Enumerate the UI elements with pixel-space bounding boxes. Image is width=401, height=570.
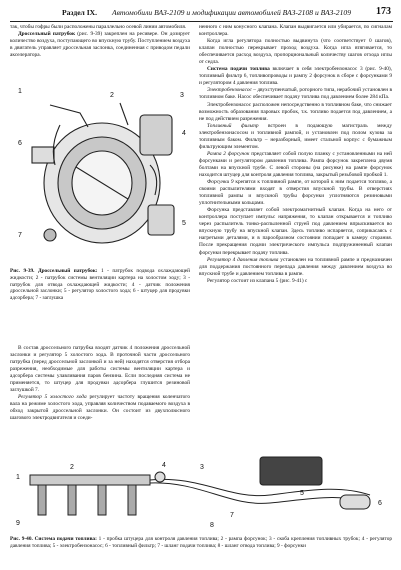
paragraph: Регулятор состоит из клапана 5 (рис. 9-41) с (207, 277, 308, 284)
figure-label: 7 (18, 232, 22, 239)
term: Дроссельный патрубок (18, 31, 76, 38)
paragraph-text: регулирует частоту вращения коленчатого вала на режиме холостого хода, управляя количеством подаваемого воздуха в обход закрытой дроссельной заслонки. Он состоит из двухполюсного шагового электродвигателя и соеди- (10, 394, 190, 422)
page-number: 173 (376, 6, 391, 17)
paragraph (199, 179, 392, 207)
page-header (10, 6, 393, 22)
paragraph (199, 87, 392, 101)
paragraph: Форсунка представляет собой электромагнитный клапан. Когда на него от контроллера поступает импульс напряжения, то клапан открывается и топливо через распылитель тонко-распыленной струей под давлением впрыскивается во впускную трубу на впускной клапан. Здесь топливо испаряется, соприкасаясь с нагретыми деталями, и в парообразном состоянии попадает в камеру сгорания. После прекращения подачи электрического импульса подпружиненный клапан форсунки перекрывает подачу топлива. (199, 207, 392, 256)
paragraph: так, чтобы гофры были расположены параллельно осевой линии автомобиля. (10, 24, 187, 30)
figure-label: 5 (182, 220, 186, 227)
figure-label: 1 (16, 474, 20, 481)
paragraph: В состав дроссельного патрубка входят датчик 4 положения дроссельной заслонки и регулятор 5 холостого хода. В проточной части дроссельного патрубка (перед дроссельной заслонкой и за ней) находятся отверстия отбора разрежения, необходимые для работы системы вентиляции картера и адсорбера системы улавливания паров бензина. Если последняя система не применяется, то штуцер для продувки адсорбера глушится резиновой заглушкой 7. (10, 345, 190, 394)
left-column-top (10, 24, 190, 59)
figure-label: 3 (200, 464, 204, 471)
figure-caption-9-40 (10, 536, 392, 550)
figure-label: 8 (210, 522, 214, 529)
paragraph: ненного с ним конусного клапана. Клапан выдвигается или убирается, по сигналам контроллера. (199, 24, 392, 38)
figure-label: 4 (162, 462, 166, 469)
term: Рампа 2 форсунок (207, 150, 250, 157)
right-column (199, 24, 392, 285)
paragraph (199, 151, 392, 179)
paragraph-text: установлен на топливной рампе и предназначен для поддержания постоянного перепада давления между давлением воздуха во впускной трубе и давлением топлива в рампе. (199, 256, 393, 277)
fuel-system-figure (10, 455, 392, 535)
figure-label: 1 (18, 88, 22, 95)
figure-label: 9 (16, 520, 20, 527)
paragraph-text: крепятся к топливной рампе, от которой к ним подается топливо, а своими распылителями входят в отверстия впускной трубы. В отверстиях топливной рампы и впускной трубы форсунки уплотняются резиновыми уплотнительными кольцами. (199, 179, 392, 207)
paragraph: Когда игла регулятора полностью выдвинута (что соответствует 0 шагов), клапан полностью перекрывает проход воздуха. Когда игла втягивается, то обеспечивается расход воздуха, пропорциональный количеству шагов отхода иглы от седла. (199, 38, 392, 66)
caption-title: Рис. 9-39. Дроссельный патрубок: (10, 268, 98, 274)
paragraph (199, 257, 392, 278)
term: Форсунки 9 (207, 179, 234, 186)
caption-text: 1 - пробка штуцера для контроля давления топлива; 2 - рампа форсунок; 3 - скоба крепления топливных трубок; 4 - регулятор давления топлива; 5 - электробензонасос; 6 - топливный фильтр; 7 - шланг подачи топлива; 8 - шланг отвода топлива; 9 - форсунки (10, 536, 392, 549)
figure-caption-9-39 (10, 268, 190, 302)
running-title: Автомобили ВАЗ-2109 и модификации автомобилей ВАЗ-2108 и ВАЗ-2109 (112, 8, 351, 17)
section-label: Раздел IX. (62, 8, 98, 17)
figure-label: 7 (230, 512, 234, 519)
caption-title: Рис. 9-40. Система подачи топлива: (10, 536, 97, 542)
paragraph: Электробензонасос расположен непосредственно в топливном баке, что снижает возможность образования паровых пробок, т.к. топливо подается под давлением, а не под действием разрежения. (199, 101, 392, 122)
figure-label: 6 (378, 500, 382, 507)
paragraph (199, 66, 392, 87)
figure-label: 2 (110, 92, 114, 99)
paragraph-text: встроен в подающую магистраль между электробензонасосом и топливной рампой, и установлен под полом кузова за топливным баком. Фильтр – неразборный, имеет стальной корпус с бумажным фильтрующим элементом. (199, 122, 392, 150)
term: Электробензонасос (207, 87, 252, 94)
paragraph-text: включает в себя электробензонасос 3 (рис. 9-40), топливный фильтр 6, топливопроводы и рампу 2 форсунок в сборе с форсунками 9 и регулятором 4 давления топлива. (199, 66, 392, 87)
paragraph (10, 394, 190, 422)
left-column-bottom (10, 345, 190, 423)
caption-text: 1 - патрубок подвода охлаждающей жидкости; 2 - патрубок системы вентиляции картера на холостом ходу; 3 - патрубок для отвода охлаждающей жидкости; 4 - датчик положения дроссельной заслонки; 5 - регулятор холостого хода; 6 - штуцер для продувки адсорбера; 7 - заглушка (10, 268, 190, 302)
figure-label: 6 (18, 140, 22, 147)
paragraph-text: представляет собой полую планку с установленными на ней форсунками и регулятором давления топлива. Рампа форсунок закреплена двумя болтами на впускной трубе. С левой стороны (на рисунке) на рампе форсунок находится штуцер для контроля давления топлива, закрытый резьбовой пробкой 1. (199, 150, 392, 178)
figure-label: 3 (180, 92, 184, 99)
throttle-body-figure (10, 85, 190, 265)
term: Регулятор 5 холостого хода (18, 394, 87, 401)
figure-label: 2 (70, 464, 74, 471)
paragraph (199, 123, 392, 151)
figure-label: 4 (182, 130, 186, 137)
term: Регулятор 4 давления топлива (207, 256, 279, 263)
figure-label: 5 (300, 490, 304, 497)
term: Система подачи топлива (207, 66, 270, 73)
paragraph (10, 31, 190, 59)
paragraph-text: – двухступенчатый, роторного типа, нерабочий установлен в топливном баке. Насос обеспечивает подачу топлива под давлением более 284 кПа. (199, 87, 392, 101)
paragraph-text: (рис. 9-39) закреплен на ресивере. Он дозирует количество воздуха, поступающего во впускную трубу. Поступлением воздуха в двигатель управляет дроссельная заслонка, соединенная с приводом педали акселератора. (10, 31, 190, 59)
term: Топливный фильтр (207, 122, 259, 129)
